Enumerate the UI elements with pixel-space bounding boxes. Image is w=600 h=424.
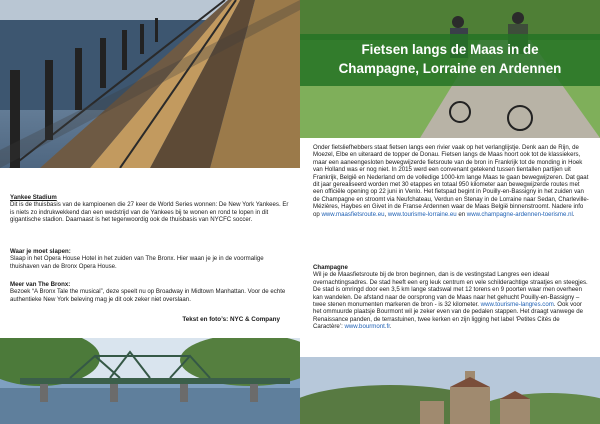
tourisme-langres-link[interactable]: www.tourisme-langres.com xyxy=(480,301,554,309)
photo-credit: Tekst en foto’s: NYC & Company xyxy=(182,316,280,323)
bridge-photo xyxy=(0,338,300,424)
champagne-body: Wil je de Maasfietsroute bij de bron beginnen, dan is de vestingstad Langres een ideaal overnachtingsadres. De stad heeft een erg leuk centrum en vele schilderachtige straatjes en steegjes. De stad is omringd door een 3,5 km lange stadswal met 12 torens en 9 poorten waar men overheen kan wandelen. De afstand naar de oorsprong van de Maas naar het gehucht Pouilly-en-Bassigny – twee stenen monumenten markeren de bron - is 32 kilometer. xyxy=(313,271,588,309)
separator-2: en xyxy=(456,210,467,218)
champagne-body-2: . Ook voor het ommuurde plaatsje Bourmont wil je zeker even van de pedalen stappen. Het draagt vanwege de Renaissance panden, de terrastuinen, twee kerken en zijn ligging het label ‘Petites Cités de Caractère’: xyxy=(313,301,583,331)
more-section xyxy=(10,281,290,303)
champagne-ardennen-link[interactable]: www.champagne-ardennen-toerisme.nl xyxy=(466,210,573,218)
sleep-heading: Waar je moet slapen: xyxy=(10,248,71,255)
sleep-section xyxy=(10,248,290,270)
champagne-end: . xyxy=(389,323,392,331)
maasfietsroute-link[interactable]: www.maasfietsroute.eu xyxy=(321,210,385,218)
more-heading: Meer van The Bronx: xyxy=(10,281,71,288)
article-title-banner xyxy=(300,34,600,86)
more-body: Bezoek “A Bronx Tale the musical”, deze speelt nu op Broadway in Midtown Manhattan. Voor de echte authentieke New York beleving mag je dit ook zeker niet overslaan. xyxy=(10,288,286,303)
intro-end: . xyxy=(572,210,575,218)
title-line-1: Fietsen langs de Maas in de xyxy=(361,42,539,57)
tourisme-lorraine-link[interactable]: www.tourisme-lorraine.eu xyxy=(387,210,457,218)
champagne-section xyxy=(313,264,591,331)
champagne-heading: Champagne xyxy=(313,264,348,271)
separator-1: , xyxy=(384,210,388,218)
title-line-2: Champagne, Lorraine en Ardennen xyxy=(338,61,562,76)
intro-text: Onder fietsliefhebbers staat fietsen langs een rivier vaak op het verlanglijstje. Denk aan de Rijn, de Moezel, Elbe en uiteraard de topper de Donau. Fietsen langs de Maas hoort ook tot de klassiekers, maar een aaneengesloten bewegwijzerde fietsroute van de bron in Frankrijk tot de monding in Hoek van Holland was er nog niet. In 2015 werd een convenant getekend tussen tientallen partijen uit Frankrijk, België en Nederland om de volledige 1000-km lange Maas te gaan bewegwijzeren. Dat gaat dit jaar gerealiseerd worden met 30 etappes en totaal 950 kilometer aan bewegwijzerde routes met een officiële opening op 22 juni in Venlo. Het fietspad begint in Pouilly-en-Bassigny in het zuiden van de Champagne en stroomt via Neufchateau, Verdun en Stenay in de Lorraine naar Sedan, Charleville-Mézières, Haybes en Givet in de Franse Ardennen waar de Maas België binnenstroomt. Nadere info op xyxy=(313,144,589,218)
yankee-body: Dit is de thuisbasis van de kampioenen die 27 keer de World Series wonnen: De New York Yankees. Er is niets zo indrukwekkend dan een wedstrijd van de Yankees bij te wonen en rond te lopen in dit gigantische stadion. Daarnaast is het tegenwoordig ook de thuisbasis van NYCFC soccer. xyxy=(10,201,289,224)
intro-paragraph xyxy=(313,144,591,218)
boardwalk-photo xyxy=(0,0,300,168)
sleep-body: Slaap in het Opera House Hotel in het zuiden van The Bronx. Hier waan je je in de voormalige thuishaven van de Bronx Opera House. xyxy=(10,255,264,270)
town-photo xyxy=(300,357,600,424)
yankee-section xyxy=(10,194,290,224)
article-title xyxy=(300,34,600,78)
bourmont-link[interactable]: www.bourmont.fr xyxy=(344,323,390,331)
yankee-heading: Yankee Stadium xyxy=(10,194,57,201)
